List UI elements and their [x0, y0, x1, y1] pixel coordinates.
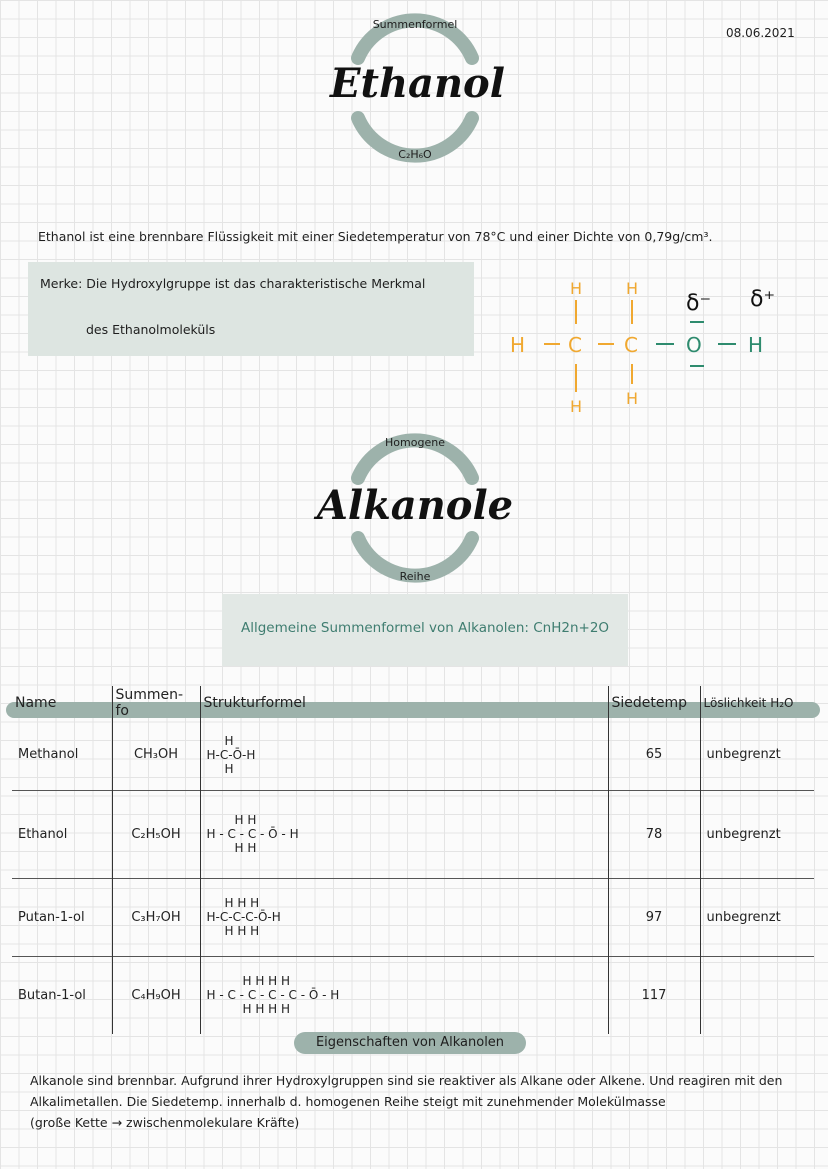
struct-top: H H H H	[242, 974, 291, 989]
row-sol: unbegrenzt	[700, 878, 814, 956]
h-c2-bot: H	[626, 389, 639, 408]
struct-main: H-C-Ō-H	[206, 747, 256, 762]
struct-bot: H H H H	[242, 1002, 291, 1017]
struct-bot: H H H	[224, 924, 260, 938]
ethanol-heading-top: Summenformel	[372, 18, 458, 31]
col-name: Name	[15, 695, 57, 711]
merke-line2: des Ethanolmoleküls	[86, 322, 216, 337]
row-name: Putan-1-ol	[12, 878, 112, 956]
alkanole-title: Alkanole	[316, 482, 514, 529]
row-struct	[200, 956, 608, 1034]
row-name: Butan-1-ol	[12, 956, 112, 1034]
struct-main: H - C - C - C - C - Ō - H	[206, 988, 340, 1003]
struct-top: H	[224, 733, 234, 748]
row-sum: CH₃OH	[112, 720, 200, 790]
table-row	[12, 878, 814, 956]
h-c2-top: H	[626, 279, 639, 298]
date: 08.06.2021	[726, 26, 795, 40]
ethanol-title: Ethanol	[330, 60, 505, 107]
c2: C	[624, 333, 638, 357]
delta-minus: δ⁻	[686, 291, 712, 316]
general-formula: Allgemeine Summenformel von Alkanolen: CnH2n+2O	[240, 620, 610, 636]
row-sol	[700, 956, 814, 1034]
oxygen: O	[686, 333, 702, 357]
bottom-line1: Alkanole sind brennbar. Aufgrund ihrer Hydroxylgruppen sind sie reaktiver als Alkane oder Alkene. Und reagiren mit den	[30, 1073, 783, 1088]
row-boil: 78	[608, 790, 700, 878]
struct-top: H H H	[224, 896, 260, 910]
row-sum: C₃H₇OH	[112, 878, 200, 956]
bottom-line2: Alkalimetallen. Die Siedetemp. innerhalb d. homogenen Reihe steigt mit zunehmender Molekülmasse	[30, 1094, 666, 1109]
merke-line1: Merke: Die Hydroxylgruppe ist das charakteristische Merkmal	[40, 276, 426, 291]
struct-top: H H	[234, 813, 257, 827]
eigen-title: Eigenschaften von Alkanolen	[315, 1035, 505, 1050]
col-struct: Strukturformel	[200, 686, 608, 720]
row-boil: 65	[608, 720, 700, 790]
h-c1-bot: H	[570, 397, 583, 416]
table-header-row	[12, 686, 814, 720]
row-boil: 97	[608, 878, 700, 956]
row-sol: unbegrenzt	[700, 720, 814, 790]
col-sum: Summen-fo	[112, 686, 200, 720]
alkanole-heading-top: Homogene	[385, 436, 445, 449]
h-right: H	[748, 333, 764, 357]
delta-plus: δ⁺	[750, 287, 776, 312]
table-row	[12, 720, 814, 790]
alkanole-heading	[316, 426, 514, 590]
col-sol: Löslichkeit H₂O	[700, 686, 814, 720]
alkanole-heading-bottom: Reihe	[399, 570, 431, 583]
struct-main: H-C-C-C-Ō-H	[206, 910, 281, 924]
table-row	[12, 956, 814, 1034]
row-sol: unbegrenzt	[700, 790, 814, 878]
struct-bot: H	[224, 761, 234, 776]
row-name: Methanol	[18, 747, 79, 763]
row-struct	[200, 720, 608, 790]
ethanol-structure	[500, 270, 800, 420]
h-left: H	[510, 333, 526, 357]
alkanole-table	[12, 686, 814, 1034]
struct-bot: H H	[234, 841, 257, 855]
row-struct	[200, 790, 608, 878]
row-boil: 117	[608, 956, 700, 1034]
struct-main: H - C - C - Ō - H	[206, 827, 299, 841]
row-struct	[200, 878, 608, 956]
ethanol-formula: C₂H₆O	[398, 148, 432, 161]
ethanol-heading	[330, 6, 505, 170]
table-row	[12, 790, 814, 878]
row-name: Ethanol	[12, 790, 112, 878]
col-boil: Siedetemp	[608, 686, 700, 720]
h-c1-top: H	[570, 279, 583, 298]
intro-text: Ethanol ist eine brennbare Flüssigkeit mit einer Siedetemperatur von 78°C und einer Dichte von 0,79g/cm³.	[38, 229, 713, 244]
row-sum: C₄H₉OH	[112, 956, 200, 1034]
c1: C	[568, 333, 582, 357]
bottom-text	[30, 1070, 820, 1133]
bottom-line3: (große Kette → zwischenmolekulare Kräfte)	[30, 1115, 300, 1130]
row-sum: C₂H₅OH	[112, 790, 200, 878]
